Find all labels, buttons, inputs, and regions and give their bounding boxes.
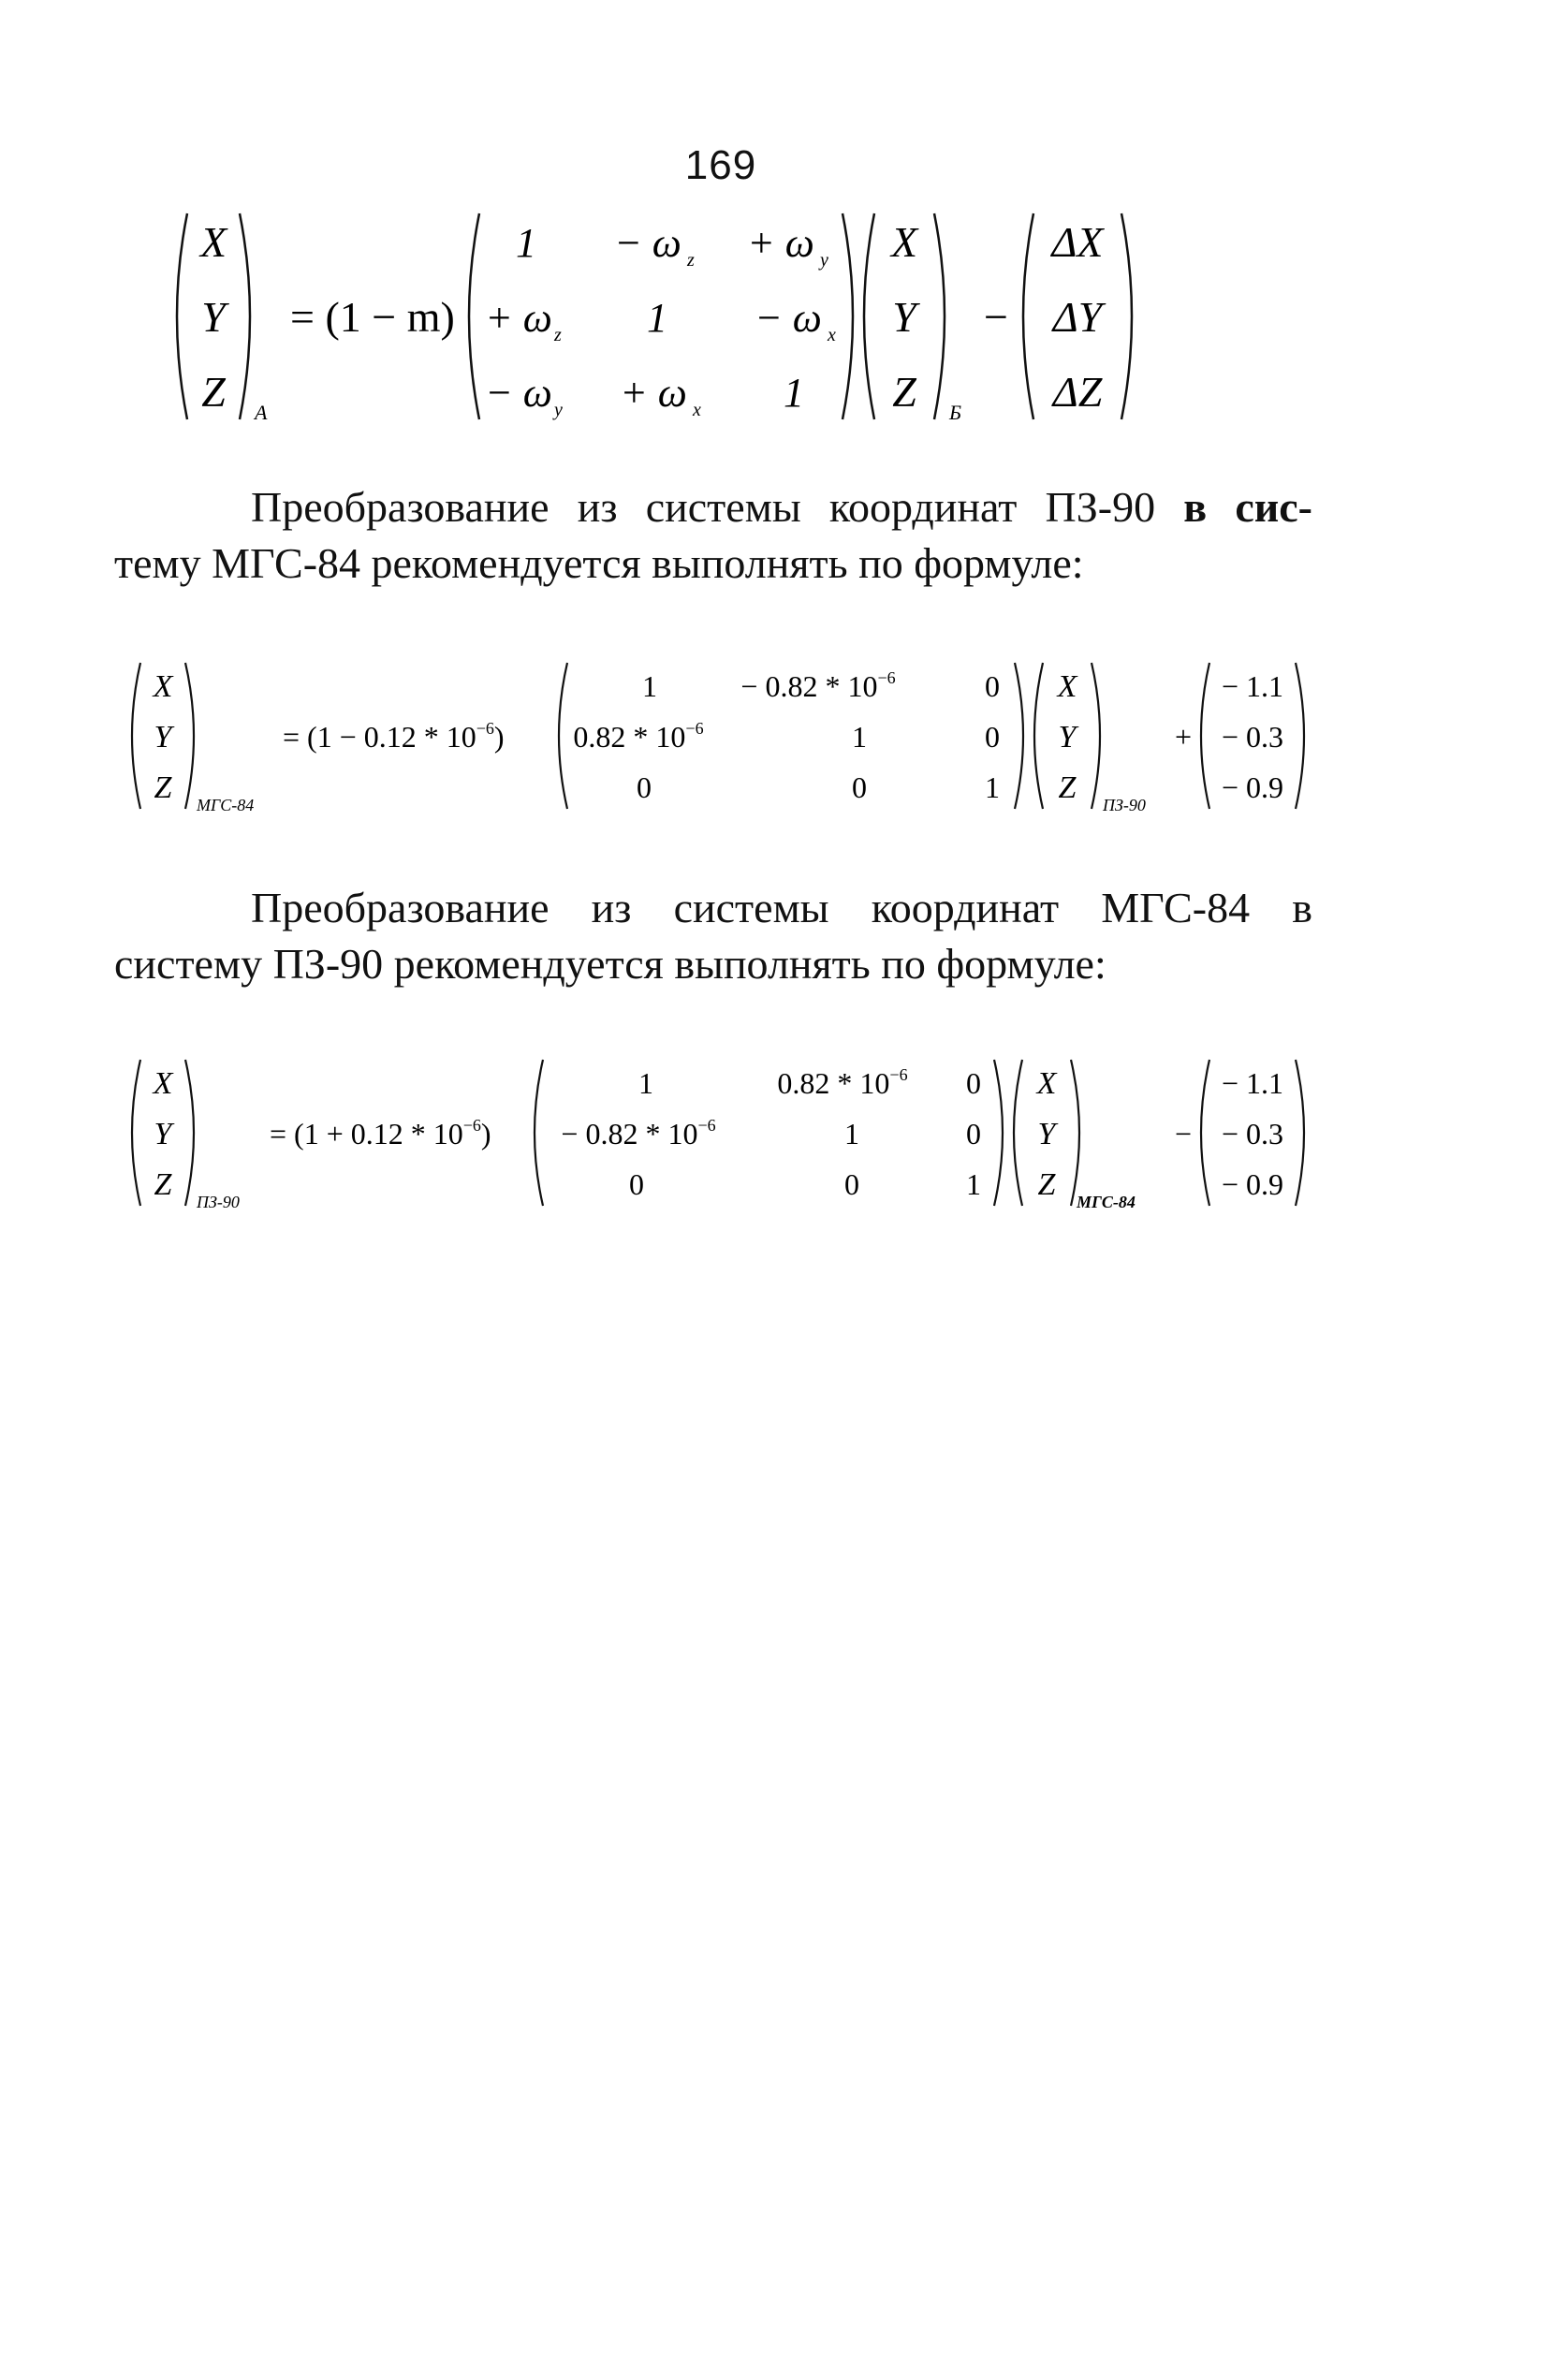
f2-factor bbox=[283, 719, 505, 754]
f3-m-1-1: 1 bbox=[844, 1117, 859, 1151]
f2-shift-1: − 0.3 bbox=[1221, 720, 1284, 754]
paragraph-1 bbox=[114, 479, 1312, 592]
f1-m-2-2: 1 bbox=[784, 370, 804, 416]
f3-m-1-0 bbox=[561, 1116, 715, 1151]
f2-lhs-z: Z bbox=[154, 770, 172, 805]
f1-sub-1-2: x bbox=[828, 325, 836, 345]
f2-shift-0: − 1.1 bbox=[1221, 669, 1284, 703]
formula-2-svg bbox=[0, 642, 1568, 829]
f2-factor-exp: −6 bbox=[476, 719, 494, 738]
f3-shift-1: − 0.3 bbox=[1221, 1117, 1284, 1151]
paragraph-1-line-2: тему МГС-84 рекомендуется выполнять по формуле: bbox=[114, 539, 1084, 587]
f1-lhs-z: Z bbox=[201, 368, 226, 416]
f2-m-0-2: 0 bbox=[985, 669, 1000, 703]
f1-m-2-1: + ω bbox=[620, 370, 687, 416]
f2-rhs-x: X bbox=[1057, 669, 1077, 704]
f1-m-0-1: − ω bbox=[614, 220, 681, 266]
f3-m-0-1-base: 0.82 * 10 bbox=[777, 1066, 890, 1100]
f1-m-0-0: 1 bbox=[516, 220, 536, 266]
page-number: 169 bbox=[684, 142, 757, 188]
f3-m-0-1-exp: −6 bbox=[889, 1065, 908, 1084]
f1-lhs-x: X bbox=[199, 218, 227, 266]
f1-sub-0-1: z bbox=[687, 250, 695, 271]
f1-rhs-x: X bbox=[890, 218, 918, 266]
f2-m-0-1 bbox=[740, 668, 895, 703]
f2-m-1-0 bbox=[573, 719, 703, 754]
f1-m-2-0: − ω bbox=[485, 370, 552, 416]
paragraph-1-line-1-bold: в сис- bbox=[1183, 483, 1312, 531]
f1-shift-z: ΔZ bbox=[1052, 368, 1103, 416]
f2-operator: + bbox=[1174, 720, 1193, 754]
f2-m-0-0: 1 bbox=[642, 669, 657, 703]
f3-factor-exp: −6 bbox=[462, 1116, 481, 1135]
f2-m-1-2: 0 bbox=[985, 720, 1000, 754]
formula-2 bbox=[0, 642, 1568, 829]
f3-m-2-2: 1 bbox=[966, 1167, 981, 1201]
f2-m-0-1-exp: −6 bbox=[877, 668, 896, 687]
f2-shift-2: − 0.9 bbox=[1221, 770, 1284, 804]
formula-1 bbox=[0, 204, 1568, 429]
f1-lhs-subscript: А bbox=[255, 401, 268, 424]
f3-m-1-2: 0 bbox=[966, 1117, 981, 1151]
f3-shift-2: − 0.9 bbox=[1221, 1167, 1284, 1201]
f1-rhs-z: Z bbox=[892, 368, 916, 416]
paragraph-1-line-1 bbox=[114, 479, 1312, 535]
paragraph-2-line-2: систему ПЗ-90 рекомендуется выполнять по формуле: bbox=[114, 940, 1106, 988]
paragraph-1-line-1-normal: Преобразование из системы координат ПЗ-90 bbox=[251, 483, 1184, 531]
f1-shift-x: ΔX bbox=[1051, 218, 1104, 266]
f2-m-1-0-base: 0.82 * 10 bbox=[573, 720, 686, 754]
f3-m-2-1: 0 bbox=[844, 1167, 859, 1201]
f3-m-0-2: 0 bbox=[966, 1066, 981, 1100]
f2-factor-close: ) bbox=[493, 720, 505, 754]
f2-m-2-2: 1 bbox=[985, 770, 1000, 804]
f1-m-1-2: − ω bbox=[755, 295, 822, 341]
f3-lhs-y: Y bbox=[154, 1117, 172, 1151]
f3-factor-close: ) bbox=[480, 1117, 491, 1151]
f3-shift-0: − 1.1 bbox=[1221, 1066, 1284, 1100]
f1-sub-2-1: x bbox=[693, 400, 701, 420]
f3-operator: − bbox=[1174, 1117, 1193, 1151]
f3-m-0-1 bbox=[777, 1065, 907, 1100]
f3-rhs-subscript: МГС-84 bbox=[1077, 1193, 1136, 1211]
f3-m-2-0: 0 bbox=[629, 1167, 644, 1201]
f2-m-1-0-exp: −6 bbox=[685, 719, 704, 738]
paragraph-2 bbox=[114, 880, 1312, 992]
formula-3 bbox=[0, 1039, 1568, 1226]
f1-factor: = (1 − m) bbox=[290, 293, 455, 341]
formula-1-svg bbox=[0, 204, 1568, 429]
f3-m-0-0: 1 bbox=[638, 1066, 653, 1100]
f1-m-1-0: + ω bbox=[485, 295, 552, 341]
f1-rhs-y: Y bbox=[892, 293, 916, 341]
f2-m-1-1: 1 bbox=[852, 720, 867, 754]
f2-rhs-subscript: ПЗ-90 bbox=[1103, 796, 1146, 814]
f3-m-1-0-base: − 0.82 * 10 bbox=[561, 1117, 698, 1151]
f1-sub-0-2: y bbox=[820, 250, 828, 271]
f2-rhs-z: Z bbox=[1058, 770, 1077, 805]
f3-factor bbox=[270, 1116, 491, 1151]
f1-sub-1-0: z bbox=[554, 325, 562, 345]
f3-rhs-x: X bbox=[1036, 1066, 1057, 1101]
f3-lhs-x: X bbox=[153, 1066, 173, 1101]
f2-lhs-y: Y bbox=[154, 720, 172, 755]
paragraph-2-line-1: Преобразование из системы координат МГС-84 в bbox=[251, 884, 1312, 931]
f2-m-2-1: 0 bbox=[852, 770, 867, 804]
formula-3-svg bbox=[0, 1039, 1568, 1226]
f3-lhs-z: Z bbox=[154, 1167, 172, 1202]
f1-lhs-y: Y bbox=[201, 293, 226, 341]
f2-lhs-x: X bbox=[153, 669, 173, 704]
f2-m-2-0: 0 bbox=[637, 770, 652, 804]
f1-sub-2-0: y bbox=[554, 400, 563, 420]
f3-rhs-y: Y bbox=[1037, 1117, 1056, 1151]
f1-m-0-2: + ω bbox=[747, 220, 814, 266]
f3-rhs-z: Z bbox=[1037, 1167, 1056, 1202]
f2-rhs-y: Y bbox=[1058, 720, 1077, 755]
f3-m-1-0-exp: −6 bbox=[697, 1116, 716, 1135]
f2-lhs-subscript: МГС-84 bbox=[197, 796, 255, 814]
f2-factor-base: = (1 − 0.12 * 10 bbox=[283, 720, 476, 754]
f3-factor-base: = (1 + 0.12 * 10 bbox=[270, 1117, 463, 1151]
f1-m-1-1: 1 bbox=[647, 295, 667, 341]
f1-operator: − bbox=[984, 293, 1008, 341]
f3-lhs-subscript: ПЗ-90 bbox=[197, 1193, 240, 1211]
f2-m-0-1-base: − 0.82 * 10 bbox=[740, 669, 878, 703]
f1-shift-y: ΔY bbox=[1052, 293, 1103, 341]
f1-rhs-subscript: Б bbox=[949, 401, 961, 424]
